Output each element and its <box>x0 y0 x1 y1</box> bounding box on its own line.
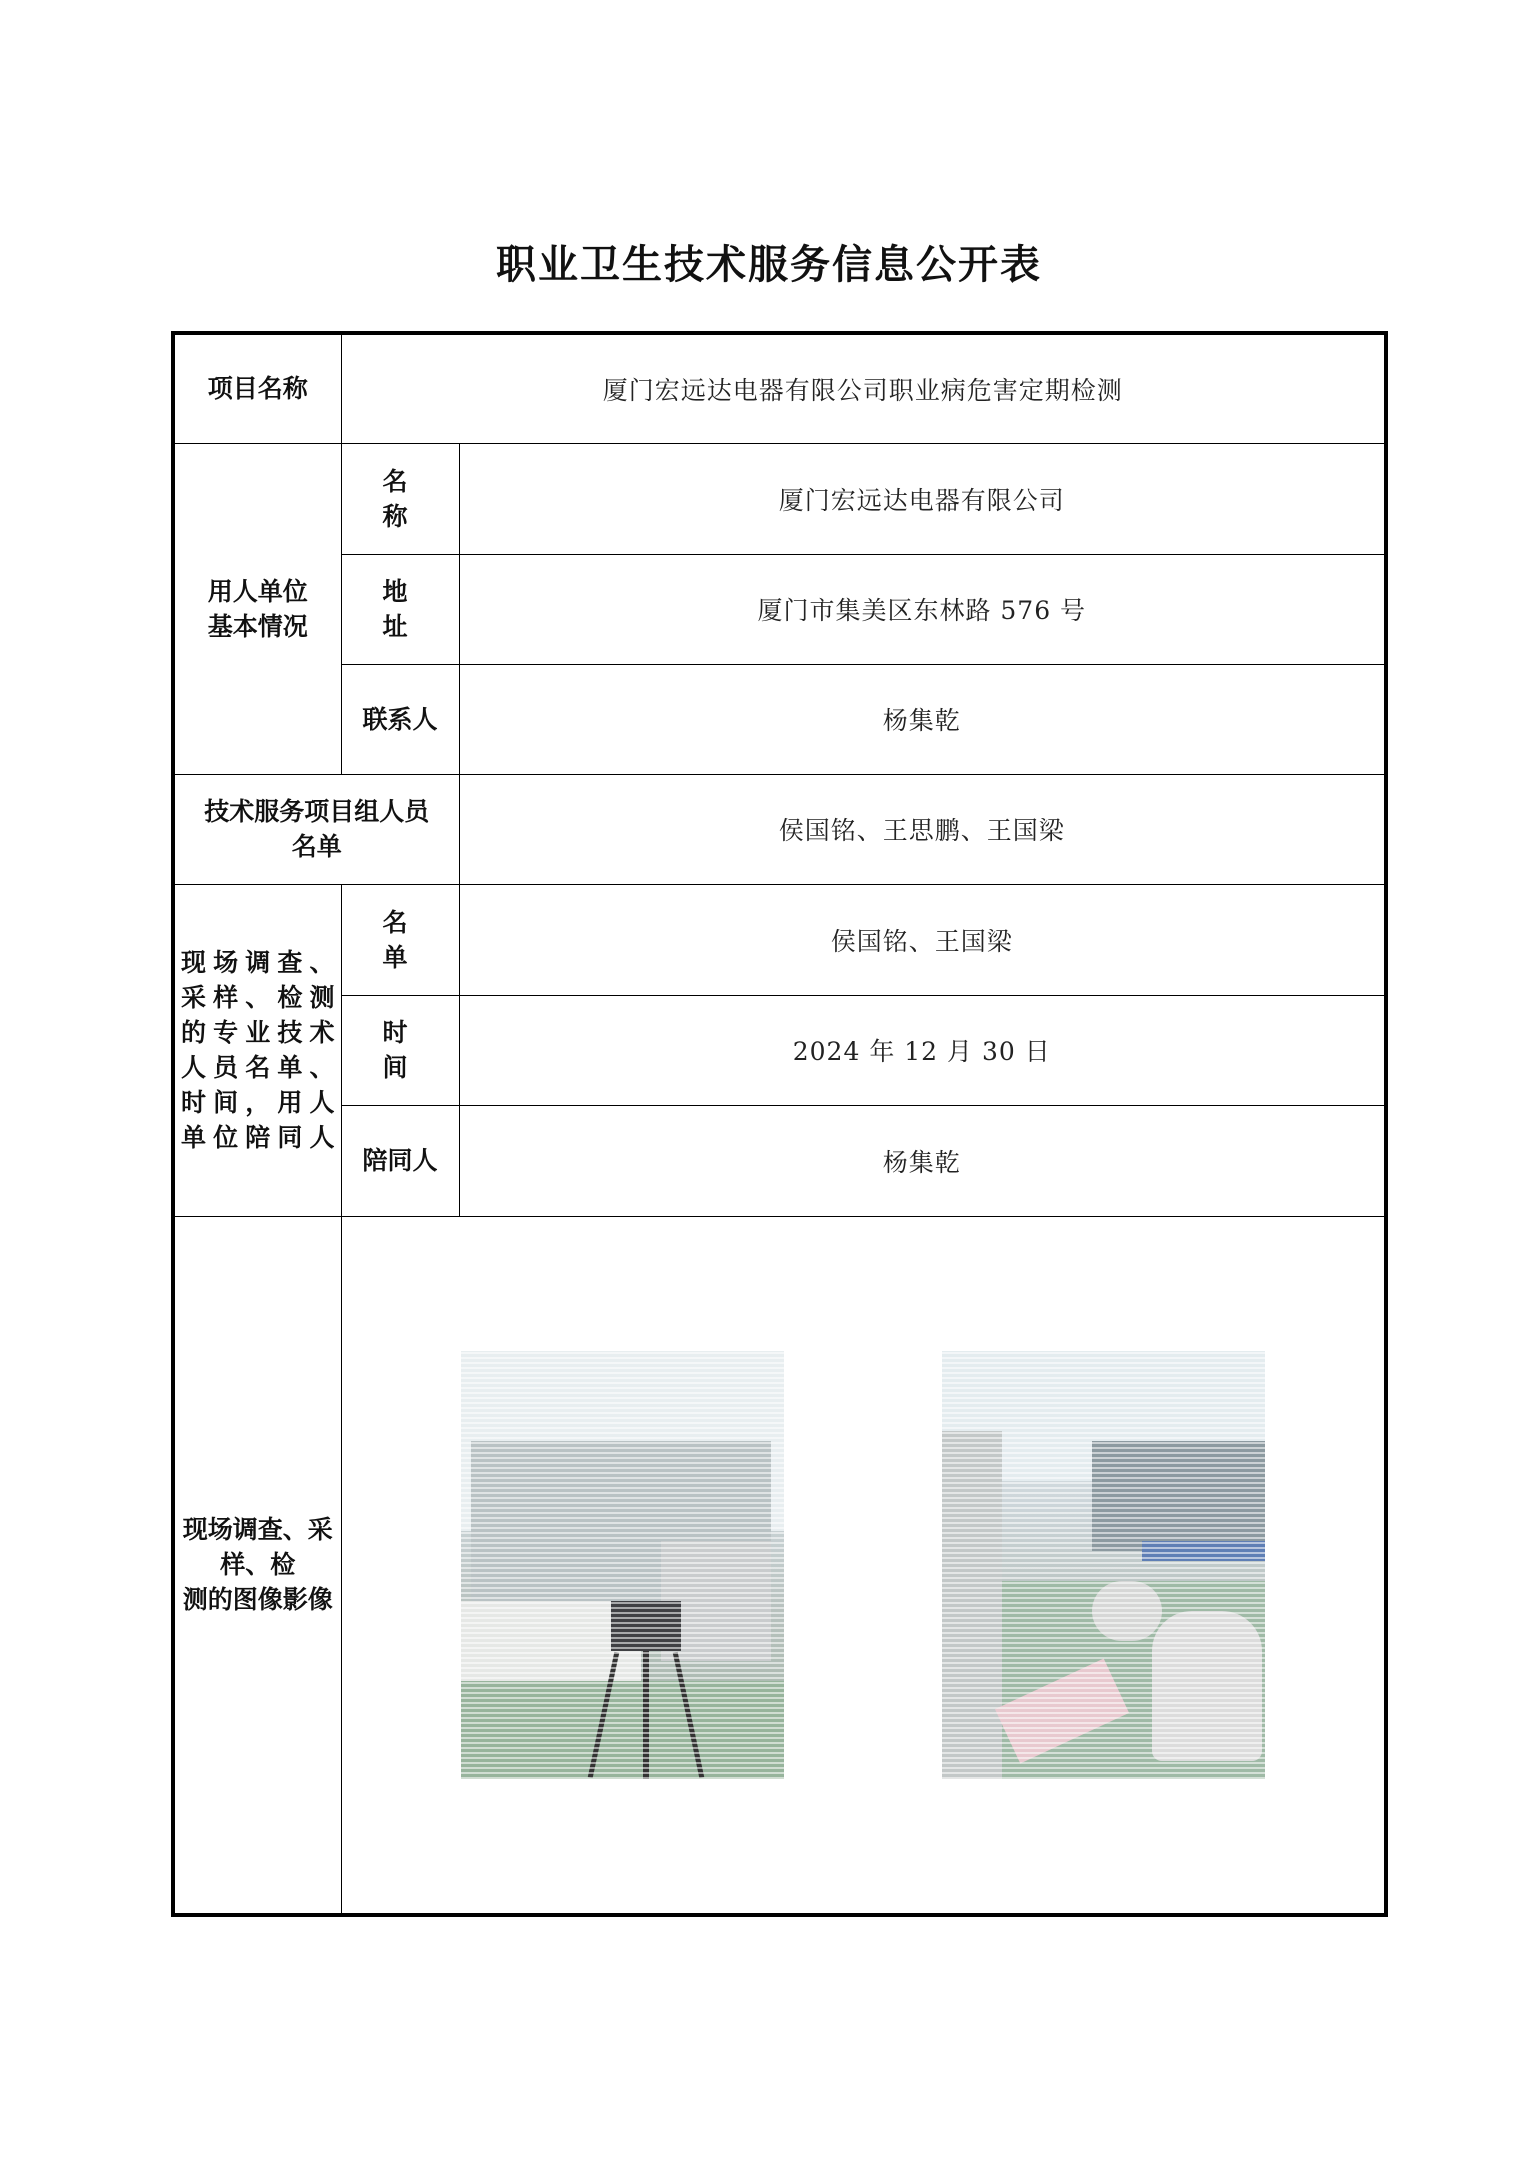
employer-contact-value: 杨集乾 <box>459 664 1386 774</box>
field-section-label: 现场调查、 采样、检测 的专业技术 人员名单、 时间，用人 单位陪同人 <box>173 884 341 1216</box>
field-names-label: 名 单 <box>341 884 459 995</box>
employer-name-label: 名 称 <box>341 443 459 554</box>
site-photo-workshop <box>942 1351 1265 1779</box>
project-name-label: 项目名称 <box>173 333 341 443</box>
project-name-value: 厦门宏远达电器有限公司职业病危害定期检测 <box>341 333 1386 443</box>
employer-address-label: 地 址 <box>341 554 459 664</box>
field-names-value: 侯国铭、王国梁 <box>459 884 1386 995</box>
info-table <box>171 331 1388 1917</box>
site-photo-equipment <box>461 1351 784 1779</box>
field-time-label: 时 间 <box>341 995 459 1105</box>
images-cell <box>341 1216 1386 1915</box>
page-title: 职业卫生技术服务信息公开表 <box>496 242 1042 288</box>
team-label: 技术服务项目组人员 名单 <box>173 774 459 884</box>
employer-contact-label: 联系人 <box>341 664 459 774</box>
field-companion-label: 陪同人 <box>341 1105 459 1216</box>
team-value: 侯国铭、王思鹏、王国梁 <box>459 774 1386 884</box>
employer-section-label: 用人单位 基本情况 <box>173 443 341 774</box>
field-time-value: 2024 年 12 月 30 日 <box>459 995 1386 1105</box>
images-label: 现场调查、采样、检 测的图像影像 <box>173 1216 341 1915</box>
employer-name-value: 厦门宏远达电器有限公司 <box>459 443 1386 554</box>
field-companion-value: 杨集乾 <box>459 1105 1386 1216</box>
employer-address-value: 厦门市集美区东林路 576 号 <box>459 554 1386 664</box>
